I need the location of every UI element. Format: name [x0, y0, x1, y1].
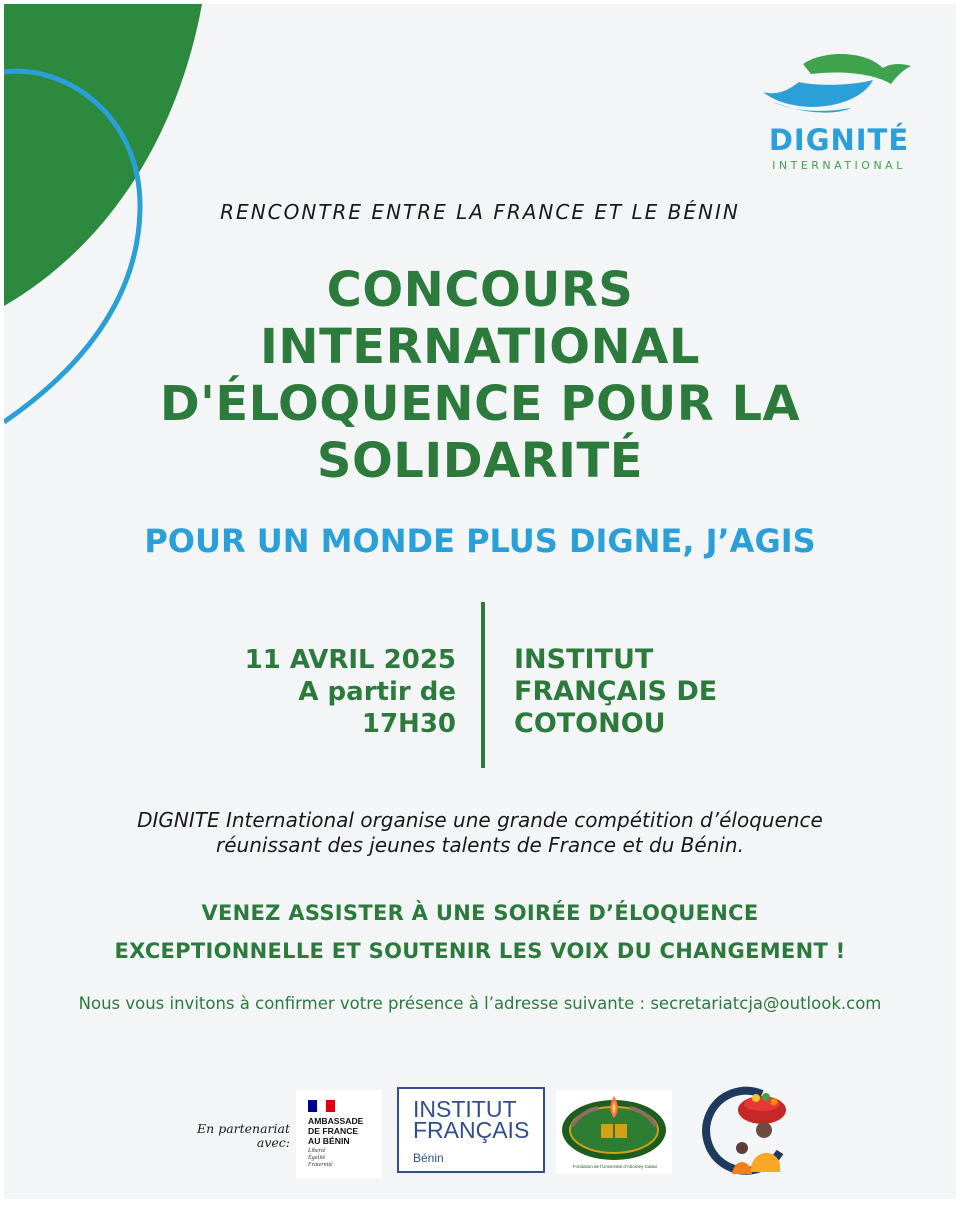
ambassade-name: [308, 1116, 380, 1146]
title-line: SOLIDARITÉ: [316, 433, 644, 489]
event-from-label: A partir de: [298, 677, 456, 707]
vertical-divider: [481, 602, 485, 768]
event-date: 11 AVRIL 2025: [244, 645, 456, 675]
venue-line: INSTITUT: [514, 644, 654, 675]
cja-circle-emblem-icon: [694, 1082, 802, 1182]
flag-stripe-blue: [308, 1100, 317, 1112]
poster: [4, 4, 956, 1199]
ambassade-name-line: AU BÉNIN: [308, 1136, 350, 1146]
institut-name: [413, 1096, 539, 1143]
logo-name: DIGNITÉ: [768, 123, 910, 157]
hands-dove-icon: [759, 52, 919, 116]
partners-label-line: avec:: [256, 1135, 290, 1150]
university-foundation-label: Fondation de l'Université d'Abomey-Calavi: [572, 1164, 658, 1169]
flag-stripe-white: [317, 1100, 326, 1112]
title-line: D'ÉLOQUENCE POUR LA: [159, 376, 801, 432]
logo-subtitle: INTERNATIONAL: [772, 159, 906, 172]
green-leaf-shape: [4, 4, 202, 306]
call-to-action: [24, 894, 936, 970]
ambassade-name-line: AMBASSADE: [308, 1116, 364, 1126]
event-datetime: [174, 644, 456, 740]
title-line: CONCOURS: [326, 262, 634, 318]
page-title: [64, 262, 896, 490]
ambassade-name-line: DE FRANCE: [308, 1126, 359, 1136]
event-time: 17H30: [361, 709, 456, 739]
dignite-logo: [754, 52, 924, 172]
cta-line: VENEZ ASSISTER À UNE SOIRÉE D’ÉLOQUENCE: [201, 901, 759, 925]
motto-line: Égalité: [308, 1155, 326, 1161]
venue-line: FRANÇAIS DE: [514, 676, 718, 707]
invitation-text: Nous vous invitons à confirmer votre présence à l’adresse suivante : secretariatcja@outlook.com: [78, 994, 882, 1013]
motto-line: Fraternité: [308, 1162, 333, 1168]
institut-name-line: FRANÇAIS: [413, 1117, 530, 1143]
event-venue: [514, 644, 774, 740]
universite-abomey-calavi-logo: [556, 1090, 672, 1174]
institut-country: Bénin: [413, 1151, 444, 1165]
institut-name-line: INSTITUT: [413, 1096, 517, 1122]
flag-stripe-red: [326, 1100, 335, 1112]
description-line: réunissant des jeunes talents de France et du Bénin.: [216, 833, 744, 857]
republic-motto: [308, 1148, 368, 1169]
title-line: INTERNATIONAL: [260, 319, 700, 375]
ambassade-france-logo: [296, 1090, 382, 1178]
cta-line: EXCEPTIONNELLE ET SOUTENIR LES VOIX DU CHANGEMENT !: [114, 939, 846, 963]
french-flag-icon: [308, 1100, 335, 1112]
partners-label: [194, 1122, 290, 1150]
venue-line: COTONOU: [514, 708, 666, 739]
slogan: POUR UN MONDE PLUS DIGNE, J’AGIS: [144, 522, 816, 560]
kicker-text: RENCONTRE ENTRE LA FRANCE ET LE BÉNIN: [220, 200, 740, 224]
carrefour-jeunesse-afrique-logo: [694, 1082, 802, 1182]
university-seal-icon: [556, 1090, 672, 1164]
partners-label-line: En partenariat: [197, 1121, 290, 1136]
description-line: DIGNITE International organise une grande compétition d’éloquence: [137, 808, 823, 832]
institut-francais-logo: [397, 1087, 545, 1173]
motto-line: Liberté: [308, 1148, 326, 1154]
description: [64, 808, 896, 858]
